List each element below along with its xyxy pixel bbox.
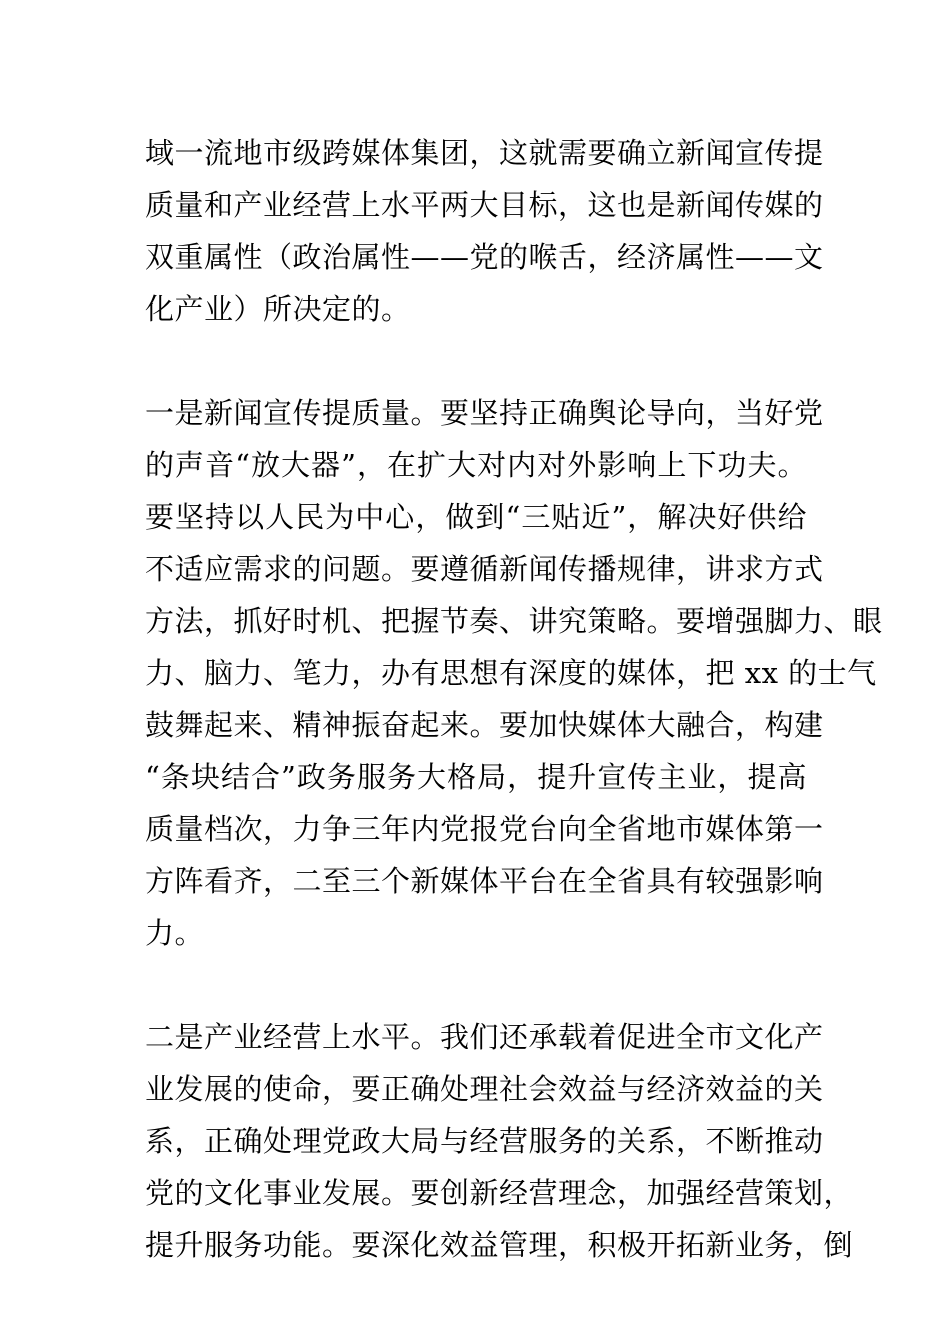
- text-line: 二是产业经营上水平。我们还承载着促进全市文化产: [145, 1020, 824, 1054]
- text-line: 党的文化事业发展。要创新经营理念，加强经营策划，: [145, 1176, 854, 1210]
- text-line: 方法，抓好时机、把握节奏、讲究策略。要增强脚力、眼: [145, 604, 883, 638]
- text-line: 质量档次，力争三年内党报党台向全省地市媒体第一: [145, 812, 824, 846]
- paragraph-industry-operation: [145, 1011, 854, 1271]
- text-line: 化产业）所决定的。: [145, 292, 411, 326]
- document-body: [145, 127, 883, 1271]
- text-line: 力、脑力、笔力，办有思想有深度的媒体，把 xx 的士气: [145, 656, 877, 690]
- text-line: 一是新闻宣传提质量。要坚持正确舆论导向，当好党: [145, 396, 824, 430]
- text-line: 质量和产业经营上水平两大目标，这也是新闻传媒的: [145, 188, 824, 222]
- text-line: 系，正确处理党政大局与经营服务的关系，不断推动: [145, 1124, 824, 1158]
- text-line: 域一流地市级跨媒体集团，这就需要确立新闻宣传提: [145, 136, 824, 170]
- text-line: 力。: [145, 916, 205, 950]
- text-line: 鼓舞起来、精神振奋起来。要加快媒体大融合，构建: [145, 708, 824, 742]
- text-line: 双重属性（政治属性——党的喉舌，经济属性——文: [145, 240, 824, 274]
- paragraph-intro: [145, 127, 824, 335]
- text-line: 业发展的使命，要正确处理社会效益与经济效益的关: [145, 1072, 824, 1106]
- text-line: 提升服务功能。要深化效益管理，积极开拓新业务，倒: [145, 1228, 854, 1262]
- text-line: 要坚持以人民为中心，做到“三贴近”，解决好供给: [145, 500, 807, 534]
- text-line: 方阵看齐，二至三个新媒体平台在全省具有较强影响: [145, 864, 824, 898]
- text-line: “条块结合”政务服务大格局，提升宣传主业，提高: [145, 760, 807, 794]
- paragraph-news-quality: [145, 387, 883, 959]
- text-line: 不适应需求的问题。要遵循新闻传播规律，讲求方式: [145, 552, 824, 586]
- text-line: 的声音“放大器”，在扩大对内对外影响上下功夫。: [145, 448, 807, 482]
